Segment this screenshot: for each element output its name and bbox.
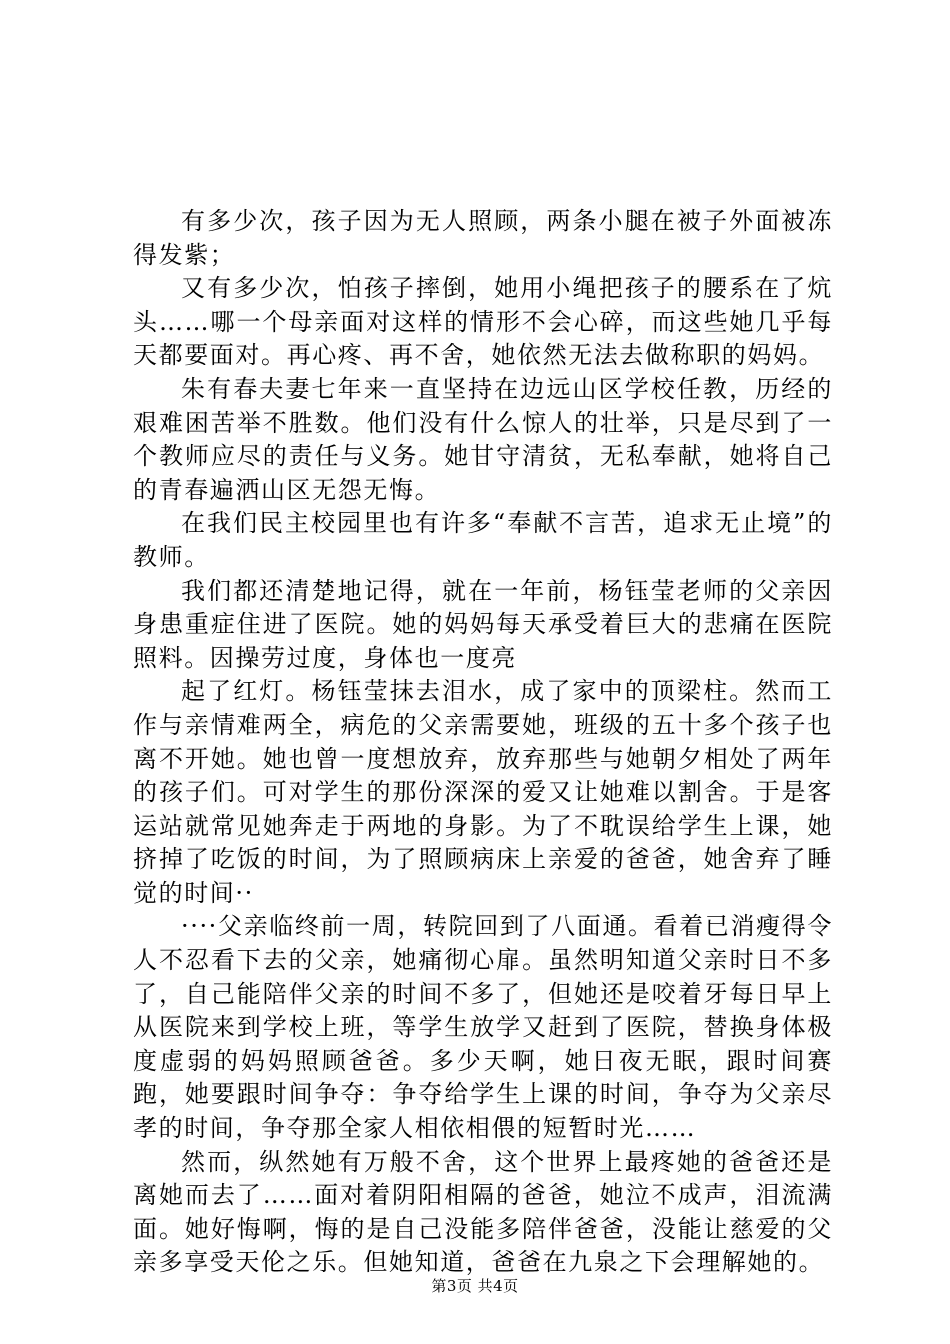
paragraph-1: 有多少次，孩子因为无人照顾，两条小腿在被子外面被冻得发紫；	[133, 207, 833, 269]
paragraph-4: 在我们民主校园里也有许多“奉献不言苦，追求无止境”的教师。	[133, 509, 833, 571]
page-footer	[0, 1276, 950, 1296]
document-body	[133, 205, 833, 1280]
page-number: 第3页 共4页	[431, 1277, 519, 1295]
paragraph-7: ····父亲临终前一周，转院回到了八面通。看着已消瘦得令人不忍看下去的父亲，她痛彻心扉。虽然明知道父亲时日不多了，自己能陪伴父亲的时间不多了，但她还是咬着牙每日早上从医院来到学校上班，等学生放学又赶到了医院，替换身体极度虚弱的妈妈照顾爸爸。多少天啊，她日夜无眠，跟时间赛跑，她要跟时间争夺：争夺给学生上课的时间，争夺为父亲尽孝的时间，争夺那全家人相依相偎的短暂时光……	[133, 912, 833, 1143]
paragraph-8: 然而，纵然她有万般不舍，这个世界上最疼她的爸爸还是离她而去了……面对着阴阳相隔的爸爸，她泣不成声，泪流满面。她好悔啊，悔的是自己没能多陪伴爸爸，没能让慈爱的父亲多享受天伦之乐。但她知道，爸爸在九泉之下会理解她的。	[133, 1147, 833, 1277]
paragraph-5: 我们都还清楚地记得，就在一年前，杨钰莹老师的父亲因身患重症住进了医院。她的妈妈每天承受着巨大的悲痛在医院照料。因操劳过度，身体也一度亮	[133, 576, 833, 672]
paragraph-2: 又有多少次，怕孩子摔倒，她用小绳把孩子的腰系在了炕头……哪一个母亲面对这样的情形不会心碎，而这些她几乎每天都要面对。再心疼、再不舍，她依然无法去做称职的妈妈。	[133, 274, 833, 370]
paragraph-6: 起了红灯。杨钰莹抹去泪水，成了家中的顶梁柱。然而工作与亲情难两全，病危的父亲需要她，班级的五十多个孩子也离不开她。她也曾一度想放弃，放弃那些与她朝夕相处了两年的孩子们。可对学生的那份深深的爱又让她难以割舍。于是客运站就常见她奔走于两地的身影。为了不耽误给学生上课，她挤掉了吃饭的时间，为了照顾病床上亲爱的爸爸，她舍弃了睡觉的时间··	[133, 677, 833, 907]
paragraph-3: 朱有春夫妻七年来一直坚持在边远山区学校任教，历经的艰难困苦举不胜数。他们没有什么惊人的壮举，只是尽到了一个教师应尽的责任与义务。她甘守清贫，无私奉献，她将自己的青春遍洒山区无怨无悔。	[133, 374, 833, 504]
